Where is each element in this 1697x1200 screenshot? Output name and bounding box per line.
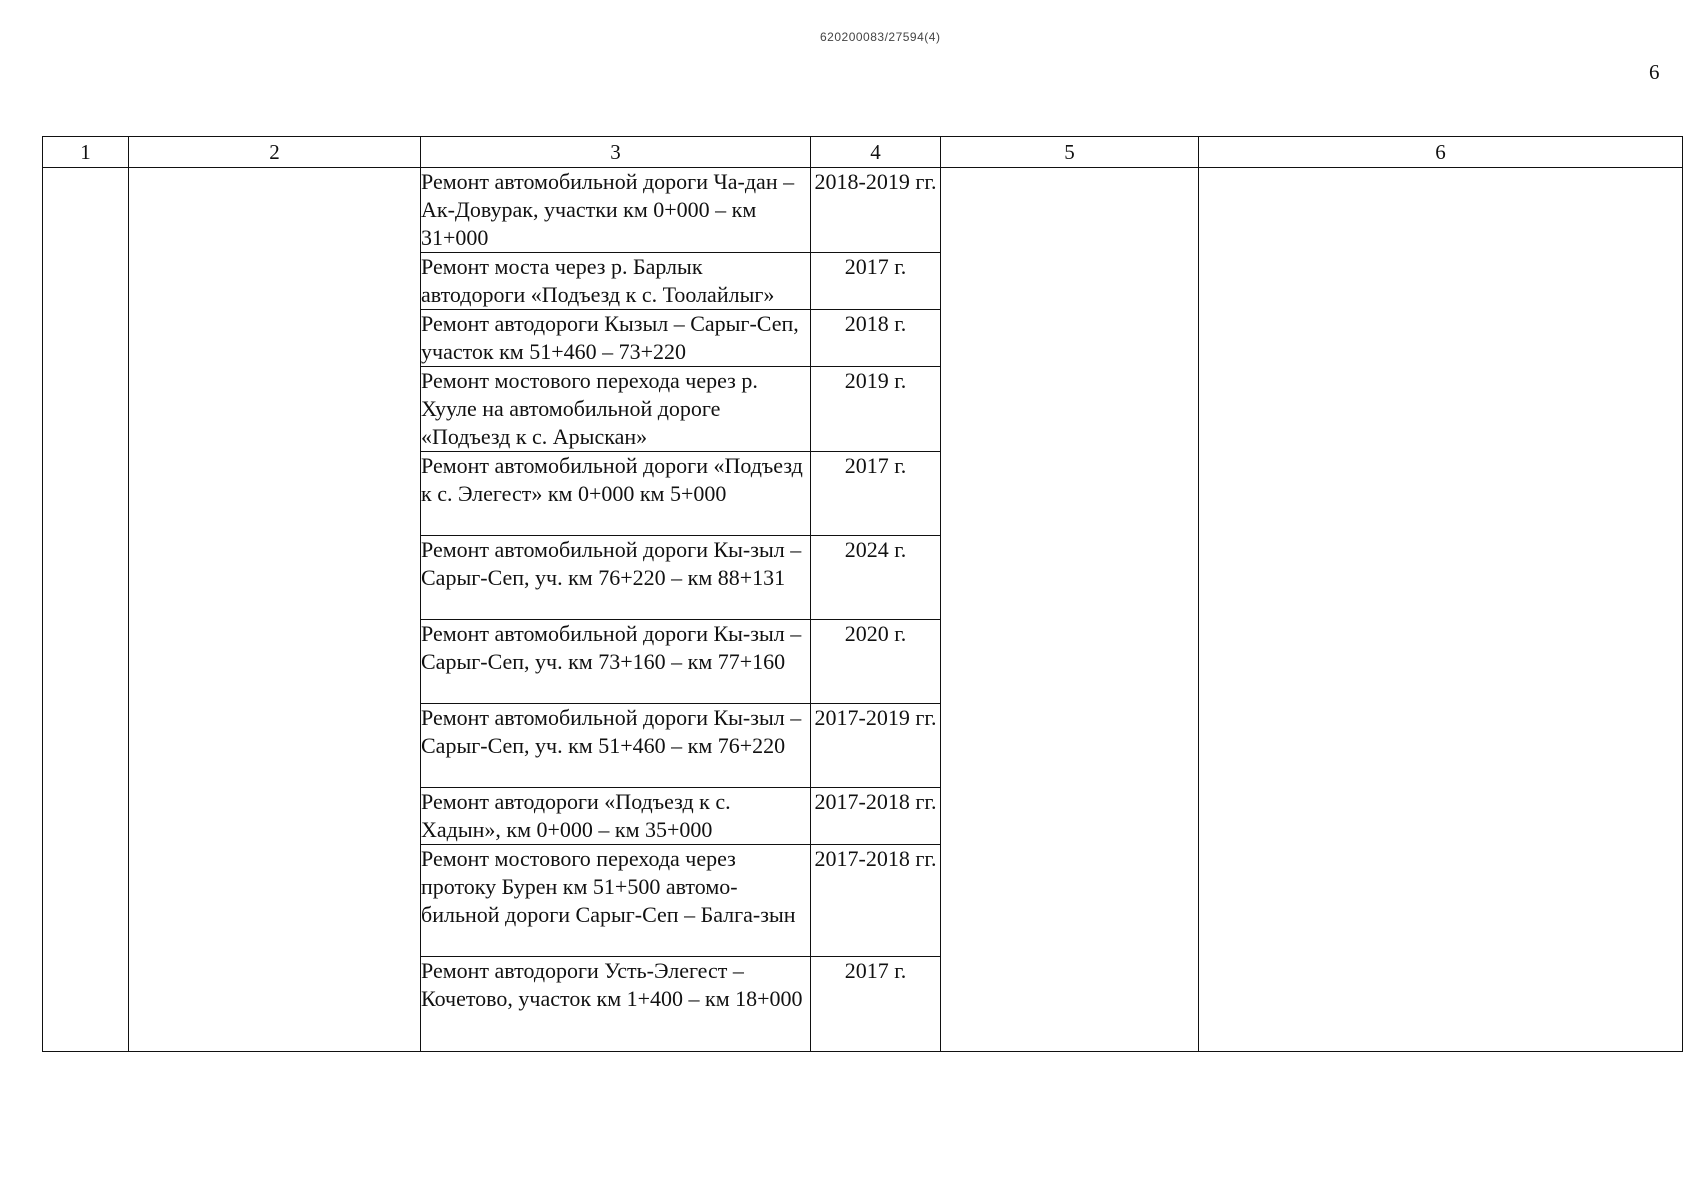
empty-cell-col5: [941, 168, 1199, 1052]
work-description: Ремонт автомобильной дороги Ча-дан – Ак-Довурак, участки км 0+000 – км 31+000: [421, 168, 811, 253]
work-description: Ремонт автомобильной дороги «Подъезд к с. Элегест» км 0+000 км 5+000: [421, 452, 811, 536]
work-description: Ремонт моста через р. Барлык автодороги «Подъезд к с. Тоолайлыг»: [421, 253, 811, 310]
document-registration-number: 620200083/27594(4): [820, 30, 941, 44]
work-description: Ремонт мостового перехода через протоку Бурен км 51+500 автомо-бильной дороги Сарыг-Сеп – Балга-зын: [421, 845, 811, 957]
table-row: [43, 168, 1683, 253]
work-period: 2018-2019 гг.: [811, 168, 941, 253]
empty-cell-col2: [129, 168, 421, 1052]
work-period: 2017 г.: [811, 452, 941, 536]
work-description: Ремонт автомобильной дороги Кы-зыл – Сарыг-Сеп, уч. км 73+160 – км 77+160: [421, 620, 811, 704]
work-period: 2017-2018 гг.: [811, 788, 941, 845]
work-description: Ремонт автодороги Усть-Элегест – Кочетово, участок км 1+400 – км 18+000: [421, 957, 811, 1052]
work-period: 2017 г.: [811, 957, 941, 1052]
work-description: Ремонт автомобильной дороги Кы-зыл – Сарыг-Сеп, уч. км 51+460 – км 76+220: [421, 704, 811, 788]
column-number: 1: [43, 137, 129, 168]
works-table: [42, 136, 1683, 1052]
page-number: 6: [1649, 60, 1660, 84]
column-number: 5: [941, 137, 1199, 168]
column-number-row: [43, 137, 1683, 168]
work-description: Ремонт автомобильной дороги Кы-зыл – Сарыг-Сеп, уч. км 76+220 – км 88+131: [421, 536, 811, 620]
empty-cell-col6: [1199, 168, 1683, 1052]
work-description: Ремонт мостового перехода через р. Хууле на автомобильной дороге «Подъезд к с. Арыскан»: [421, 367, 811, 452]
work-period: 2020 г.: [811, 620, 941, 704]
work-period: 2017 г.: [811, 253, 941, 310]
empty-cell-col1: [43, 168, 129, 1052]
work-description: Ремонт автодороги «Подъезд к с. Хадын», км 0+000 – км 35+000: [421, 788, 811, 845]
work-period: 2017-2018 гг.: [811, 845, 941, 957]
work-description: Ремонт автодороги Кызыл – Сарыг-Сеп, участок км 51+460 – 73+220: [421, 310, 811, 367]
column-number: 2: [129, 137, 421, 168]
column-number: 4: [811, 137, 941, 168]
work-period: 2019 г.: [811, 367, 941, 452]
column-number: 3: [421, 137, 811, 168]
work-period: 2024 г.: [811, 536, 941, 620]
work-period: 2018 г.: [811, 310, 941, 367]
column-number: 6: [1199, 137, 1683, 168]
work-period: 2017-2019 гг.: [811, 704, 941, 788]
